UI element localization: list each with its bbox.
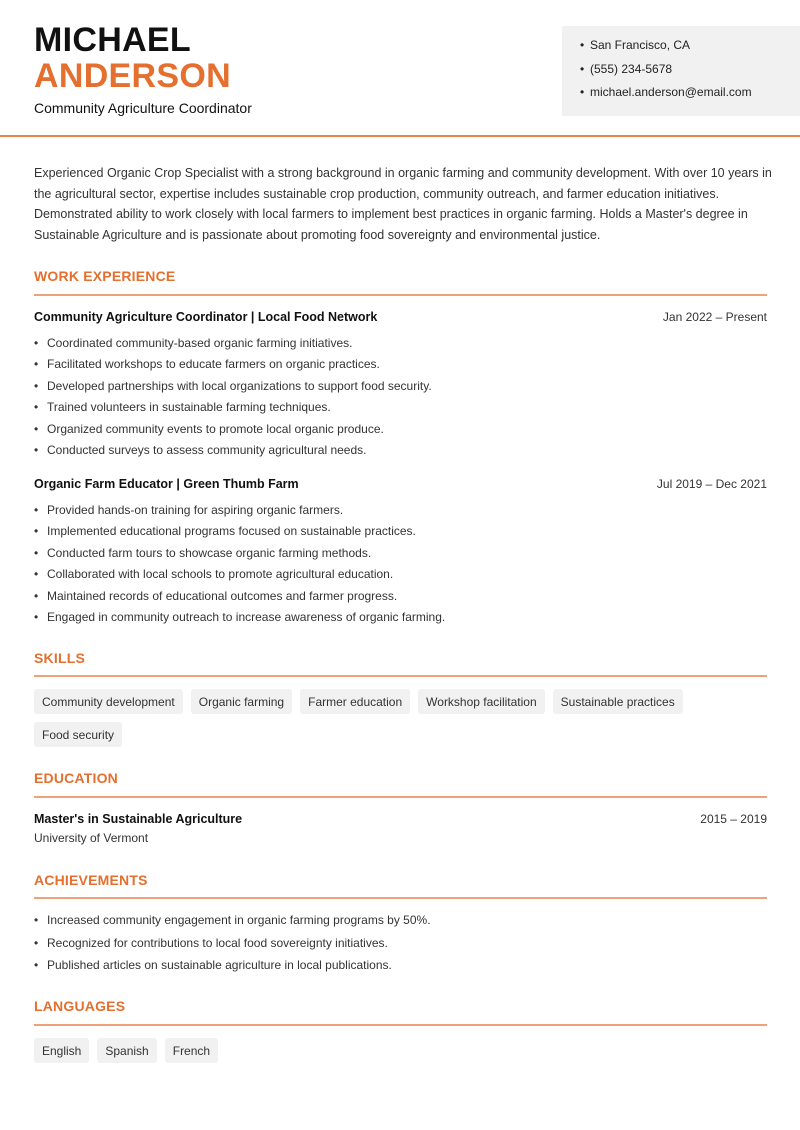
achievements-heading: ACHIEVEMENTS xyxy=(34,872,148,888)
list-item-text: Engaged in community outreach to increase awareness of organic farming. xyxy=(47,609,446,624)
resume-header xyxy=(0,0,800,137)
bullet-icon: • xyxy=(34,913,39,927)
skill-chip: Farmer education xyxy=(300,689,410,714)
school-name: University of Vermont xyxy=(34,831,149,845)
job-role: Organic Farm Educator | Green Thumb Farm xyxy=(34,477,299,491)
job-bullet-list xyxy=(34,336,767,464)
bullet-icon: • xyxy=(580,38,585,52)
list-item xyxy=(34,443,767,464)
list-item xyxy=(34,913,767,936)
bullet-icon: • xyxy=(34,588,39,603)
bullet-icon: • xyxy=(34,609,39,624)
skill-chip: Organic farming xyxy=(191,689,292,714)
list-item xyxy=(34,546,767,567)
list-item-text: Published articles on sustainable agriculture in local publications. xyxy=(47,958,392,972)
bullet-icon: • xyxy=(34,336,39,350)
section-divider xyxy=(34,796,767,798)
contact-email xyxy=(580,85,800,109)
bullet-icon: • xyxy=(34,421,39,436)
job-dates: Jan 2022 – Present xyxy=(662,310,767,324)
list-item-text: Facilitated workshops to educate farmers on organic practices. xyxy=(47,357,380,372)
location-text: San Francisco, CA xyxy=(590,38,691,52)
list-item xyxy=(34,503,767,524)
list-item xyxy=(34,567,767,588)
achievements-list xyxy=(34,913,767,981)
list-item-text: Conducted farm tours to showcase organic farming methods. xyxy=(47,545,372,560)
section-divider xyxy=(34,1024,767,1026)
bullet-icon: • xyxy=(34,357,39,372)
degree-name: Master's in Sustainable Agriculture xyxy=(34,812,243,826)
bullet-icon: • xyxy=(580,85,585,99)
skill-chip: Workshop facilitation xyxy=(418,689,545,714)
language-chip: French xyxy=(165,1038,218,1063)
list-item-text: Maintained records of educational outcomes and farmer progress. xyxy=(47,588,398,603)
job-role: Community Agriculture Coordinator | Local Food Network xyxy=(34,310,378,324)
list-item xyxy=(34,336,767,357)
contact-phone xyxy=(580,62,800,86)
bullet-icon: • xyxy=(34,935,39,950)
first-name: MICHAEL xyxy=(34,21,191,59)
section-divider xyxy=(34,675,767,677)
section-divider xyxy=(34,294,767,296)
list-item xyxy=(34,357,767,378)
bullet-icon: • xyxy=(580,61,585,76)
job-header xyxy=(34,477,767,491)
education-heading: EDUCATION xyxy=(34,770,118,786)
contact-location xyxy=(580,38,800,62)
last-name: ANDERSON xyxy=(34,57,231,95)
language-chip: English xyxy=(34,1038,89,1063)
summary-paragraph: Experienced Organic Crop Specialist with a strong background in organic farming and community development. With over 10 years in the agricultural sector, expertise includes sustainable crop production, community outreach, and farmer education initiatives. Demonstrated ability to work closely with local farmers to implement best practices in organic farming. Holds a Master's degree in Sustainable Agriculture and is passionate about promoting food sovereignty and environmental justice. xyxy=(34,166,772,243)
job-title: Community Agriculture Coordinator xyxy=(34,100,252,116)
list-item xyxy=(34,379,767,400)
languages-heading: LANGUAGES xyxy=(34,998,126,1014)
bullet-icon: • xyxy=(34,545,39,560)
bullet-icon: • xyxy=(34,524,39,539)
bullet-icon: • xyxy=(34,958,39,972)
list-item-text: Provided hands-on training for aspiring organic farmers. xyxy=(47,503,344,517)
list-item-text: Implemented educational programs focused on sustainable practices. xyxy=(47,524,416,539)
bullet-icon: • xyxy=(34,442,39,457)
list-item-text: Trained volunteers in sustainable farming techniques. xyxy=(47,400,331,415)
skill-chip: Community development xyxy=(34,689,183,714)
list-item-text: Coordinated community-based organic farming initiatives. xyxy=(47,336,353,350)
skills-list xyxy=(34,689,774,747)
list-item-text: Recognized for contributions to local food sovereignty initiatives. xyxy=(47,935,388,950)
languages-list xyxy=(34,1038,774,1063)
full-name xyxy=(34,22,231,94)
job-header xyxy=(34,310,767,324)
list-item xyxy=(34,610,767,631)
bullet-icon: • xyxy=(34,400,39,415)
list-item xyxy=(34,589,767,610)
language-chip: Spanish xyxy=(97,1038,156,1063)
list-item-text: Increased community engagement in organic farming programs by 50%. xyxy=(47,913,431,927)
list-item xyxy=(34,400,767,421)
bullet-icon: • xyxy=(34,378,39,393)
list-item-text: Collaborated with local schools to promote agricultural education. xyxy=(47,567,394,582)
phone-text: (555) 234-5678 xyxy=(590,61,673,76)
education-dates: 2015 – 2019 xyxy=(700,812,767,826)
skill-chip: Sustainable practices xyxy=(553,689,683,714)
skills-heading: SKILLS xyxy=(34,650,85,666)
list-item-text: Organized community events to promote local organic produce. xyxy=(47,421,384,436)
list-item xyxy=(34,958,767,981)
list-item xyxy=(34,524,767,545)
skill-chip: Food security xyxy=(34,722,122,747)
list-item xyxy=(34,422,767,443)
job-dates: Jul 2019 – Dec 2021 xyxy=(656,477,767,491)
contact-box xyxy=(562,26,800,116)
list-item-text: Developed partnerships with local organizations to support food security. xyxy=(47,378,432,393)
email-text: michael.anderson@email.com xyxy=(590,85,752,99)
list-item xyxy=(34,936,767,959)
job-bullet-list xyxy=(34,503,767,631)
bullet-icon: • xyxy=(34,567,39,582)
list-item-text: Conducted surveys to assess community agricultural needs. xyxy=(47,442,367,457)
bullet-icon: • xyxy=(34,503,39,517)
education-header xyxy=(34,812,767,826)
section-divider xyxy=(34,897,767,899)
work-experience-heading: WORK EXPERIENCE xyxy=(34,268,176,284)
